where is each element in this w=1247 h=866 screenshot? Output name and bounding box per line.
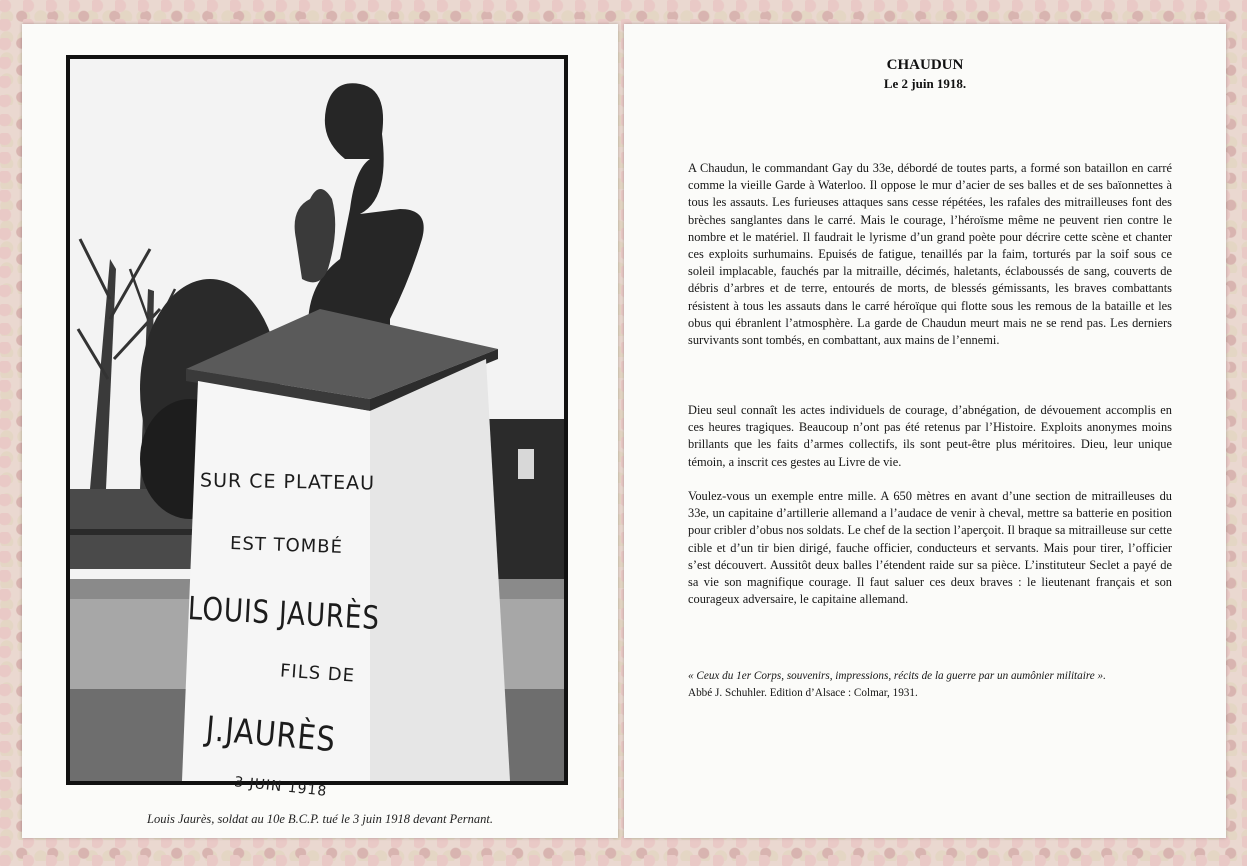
- monument-photo: [66, 55, 568, 800]
- inscription-line-2: EST TOMBÉ: [229, 533, 344, 558]
- source-reference: Abbé J. Schuhler. Edition d’Alsace : Colmar, 1931.: [688, 687, 918, 699]
- monument-inscription: [182, 359, 500, 800]
- inscription-line-5: J.JAURÈS: [204, 709, 338, 761]
- left-page: [22, 24, 618, 838]
- source-citation: [688, 668, 1188, 702]
- inscription-line-3: LOUIS JAURÈS: [187, 589, 381, 638]
- paragraph-3: Voulez-vous un exemple entre mille. A 650 mètres en avant d’une section de mitrailleuses du 33e, un capitaine d’artillerie allemand a l’audace de venir à cheval, mettre sa batterie en position pour cribler d’obus nos soldats. Le chef de la section l’aperçoit. Il braque sa mitrailleuse sur cette cible et d’un tir bien dirigé, fauche officier, conducteurs et servants. Mais pour tirer, l’officier s’est découvert. Aussitôt deux balles l’étendent raide sur sa pièce. L’instituteur Seclet a payé de sa vie son magnifique courage. Il faut saluer ces deux braves : le lieutenant français et son courageux adversaire, le capitaine allemand.: [688, 489, 1172, 607]
- inscription-line-1: SUR CE PLATEAU: [199, 469, 376, 495]
- right-page: [624, 24, 1226, 838]
- page-date: Le 2 juin 1918.: [883, 76, 967, 91]
- paragraph-1: A Chaudun, le commandant Gay du 33e, débordé de toutes parts, a formé son bataillon en carré comme la vieille Garde à Waterloo. Il oppose le mur d’acier de ses balles et de ses baïonnettes à tous les assauts. Les furieuses attaques sans cesse répétées, les rafales des mitrailleuses font des brèches sanglantes dans le carré. Mais le courage, l’héroïsme même ne peuvent rien contre le nombre et le matériel. Il faudrait le lyrisme d’un grand poète pour décrire cette scène et chanter ces exploits surhumains. Epuisés de fatigue, tenaillés par la faim, torturés par la soif sous ce soleil implacable, fauchés par la mitraille, décimés, haletants, éclaboussés de sang, couverts de débris d’arbres et de terre, entourés de morts, de blessés gémissants, les braves combattants résistent à tous les assauts dans le carré héroïque qui flotte sous les remous de la bataille et les obus qui ébranlent l’atmosphère. La garde de Chaudun meurt mais ne se rend pas. Les derniers survivants sont tombés, en combattant, aux mains de l’ennemi.: [688, 161, 1172, 348]
- paragraph-2: Dieu seul connaît les actes individuels de courage, d’abnégation, de dévouement accomplis en ces heures tragiques. Beaucoup n’ont pas été retenus par l’Histoire. Exploits anonymes moins brillants que les faits d’armes collectifs, ils sont peut-être plus méritoires. Dieu, leur unique témoin, a inscrit ces gestes au Livre de vie.: [688, 403, 1172, 469]
- photo-caption: Louis Jaurès, soldat au 10e B.C.P. tué le 3 juin 1918 devant Pernant.: [147, 812, 493, 826]
- page-title: CHAUDUN: [886, 57, 964, 73]
- inscription-line-4: FILS DE: [279, 660, 356, 687]
- inscription-line-6: 3 JUIN 1918: [233, 774, 329, 800]
- source-title: « Ceux du 1er Corps, souvenirs, impressions, récits de la guerre par un aumônier militaire ».: [688, 670, 1106, 682]
